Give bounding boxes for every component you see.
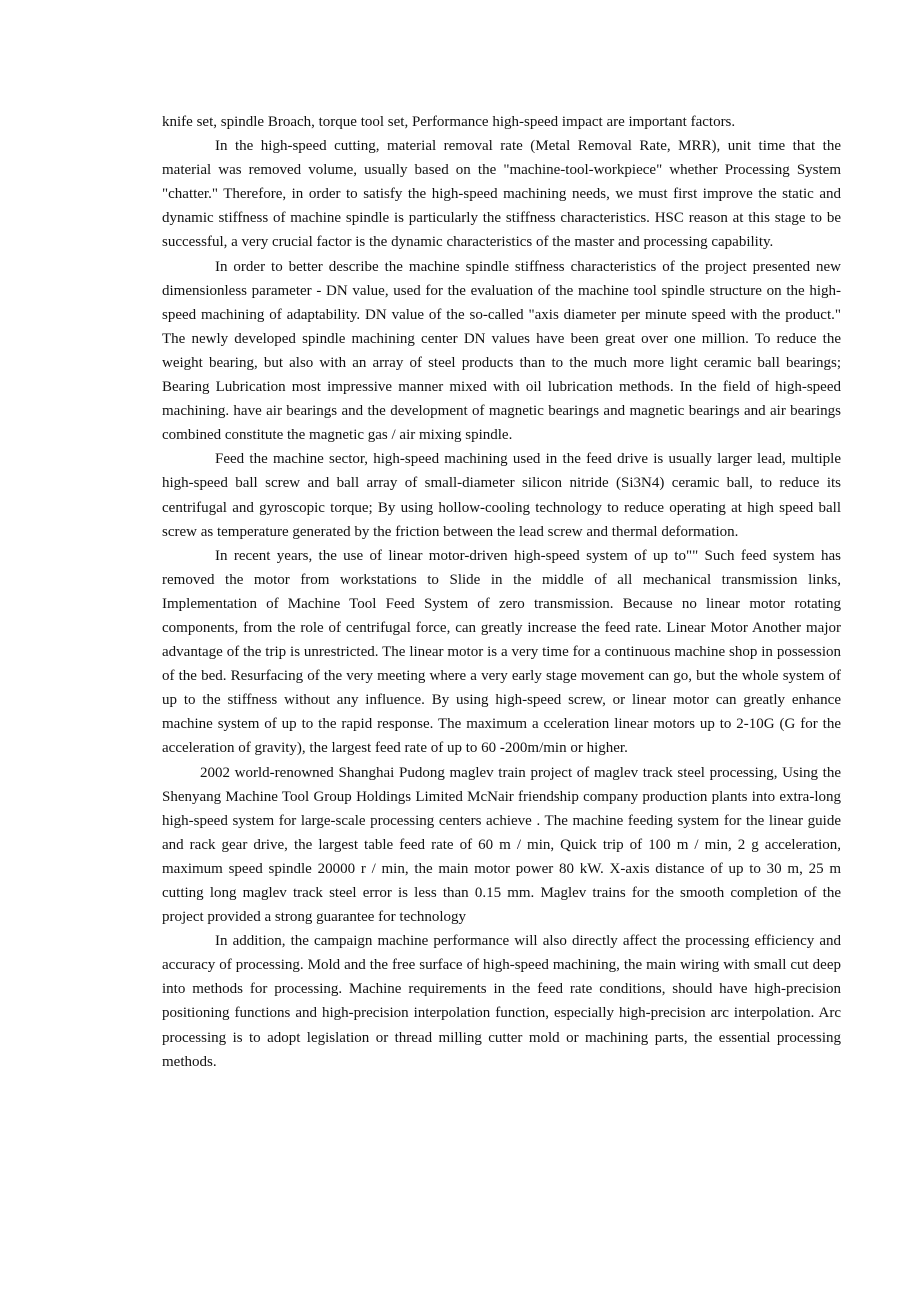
paragraph-continuation: knife set, spindle Broach, torque tool set, Performance high-speed impact are important factors. <box>162 114 736 130</box>
paragraph-feed-drive: Feed the machine sector, high-speed machining used in the feed drive is usually larger lead, multiple high-speed ball screw and ball array of small-diameter silicon nitride (Si3N4) ceramic ball, to reduce its centrifugal and gyroscopic torque; By using hollow-cooling technology to reduce operating at high speed ball screw as temperature generated by the friction between the lead screw and thermal deformation. <box>162 451 841 540</box>
paragraph-machine-performance: In addition, the campaign machine performance will also directly affect the processing efficiency and accuracy of processing. Mold and the free surface of high-speed machining, the main wiring with small cut deep into methods for processing. Machine requirements in the feed rate conditions, should have high-precision positioning functions and high-precision interpolation function, especially high-precision arc interpolation. Arc processing is to adopt legislation or thread milling cutter mold or machining parts, the essential processing methods. <box>162 933 841 1070</box>
paragraph-dn-value: In order to better describe the machine spindle stiffness characteristics of the project presented new dimensionless parameter - DN value, used for the evaluation of the machine tool spindle structure on the high-speed machining of adaptability. DN value of the so-called "axis diameter per minute speed with the product." The newly developed spindle machining center DN values have been great over one million. To reduce the weight bearing, but also with an array of steel products than to the much more light ceramic ball bearings; Bearing Lubrication most impressive manner mixed with oil lubrication methods. In the field of high-speed machining. have air bearings and the development of magnetic bearings and magnetic bearings and air bearings combined constitute the magnetic gas / air mixing spindle. <box>162 258 841 444</box>
paragraph-mrr: In the high-speed cutting, material removal rate (Metal Removal Rate, MRR), unit time that the material was removed volume, usually based on the "machine-tool-workpiece" whether Processing System "chatter." Therefore, in order to satisfy the high-speed machining needs, we must first improve the static and dynamic stiffness of machine spindle is particularly the stiffness characteristics. HSC reason at this stage to be successful, a very crucial factor is the dynamic characteristics of the master and processing capability. <box>162 138 841 251</box>
paragraph-linear-motor: In recent years, the use of linear motor-driven high-speed system of up to"" Such feed system has removed the motor from workstations to Slide in the middle of all mechanical transmission links, Implementation of Machine Tool Feed System of zero transmission. Because no linear motor rotating components, from the role of centrifugal force, can greatly increase the feed rate. Linear Motor Another major advantage of the trip is unrestricted. The linear motor is a very time for a continuous machine shop in possession of the bed. Resurfacing of the very meeting where a very early stage movement can go, but the whole system of up to the stiffness without any influence. By using high-speed screw, or linear motor can greatly enhance machine system of up to the rapid response. The maximum a cceleration linear motors up to 2-10G (G for the acceleration of gravity), the largest feed rate of up to 60 -200m/min or higher. <box>162 547 841 757</box>
document-body <box>162 110 841 1074</box>
paragraph-maglev: 2002 world-renowned Shanghai Pudong maglev train project of maglev track steel processing, Using the Shenyang Machine Tool Group Holdings Limited McNair friendship company production plants into extra-long high-speed system for large-scale processing centers achieve . The machine feeding system for the linear guide and rack gear drive, the largest table feed rate of 60 m / min, Quick trip of 100 m / min, 2 g acceleration, maximum speed spindle 20000 r / min, the main motor power 80 kW. X-axis distance of up to 30 m, 25 m cutting long maglev track steel error is less than 0.15 mm. Maglev trains for the smooth completion of the project provided a strong guarantee for technology <box>162 764 841 926</box>
